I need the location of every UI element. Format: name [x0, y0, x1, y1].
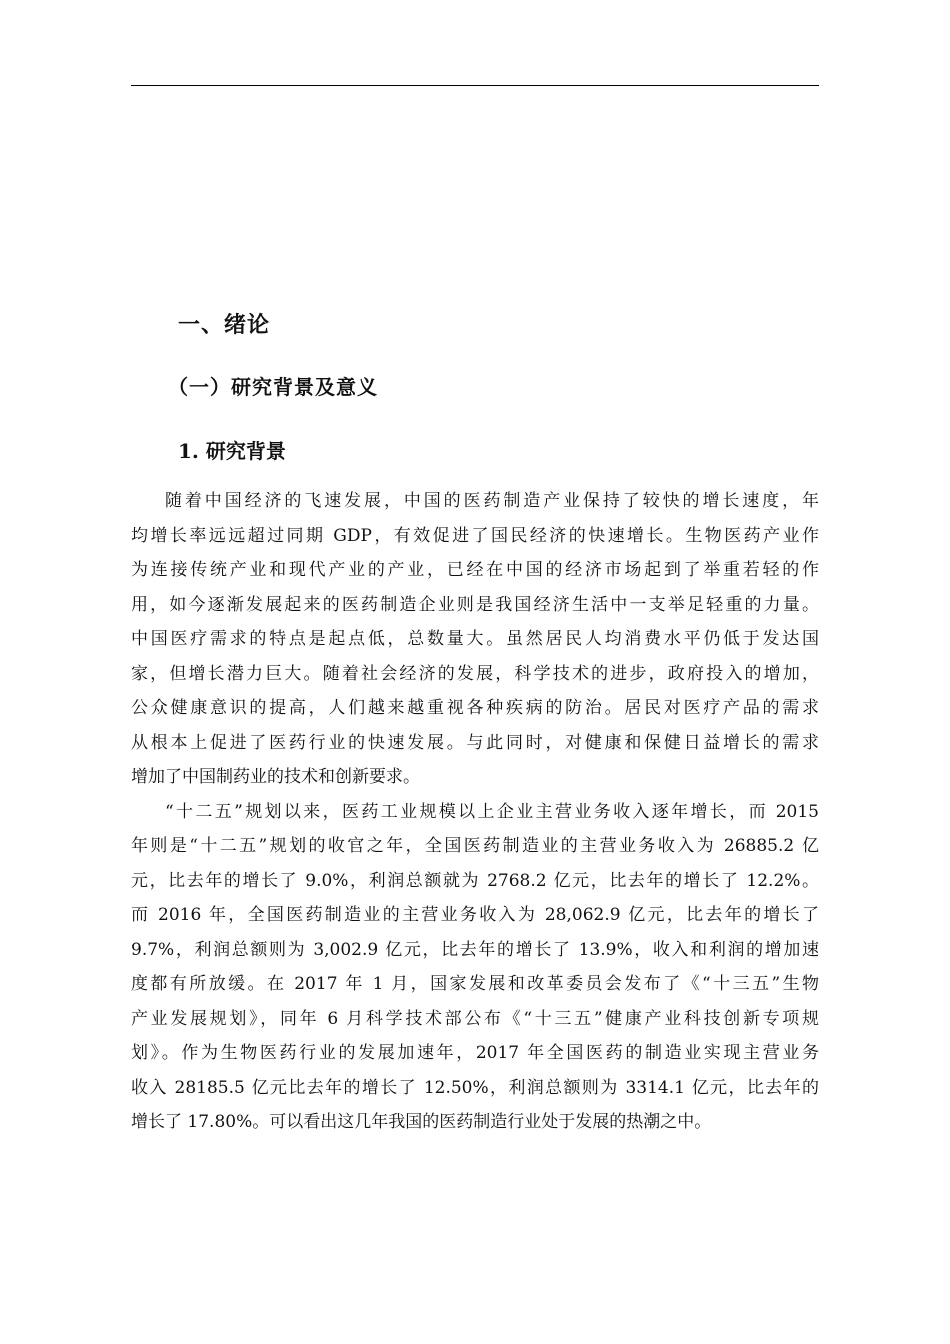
paragraph-line: 用，如今逐渐发展起来的医药制造企业则是我国经济生活中一支举足轻重的力量。 — [131, 595, 819, 615]
paragraph-line: 从根本上促进了医药行业的快速发展。与此同时，对健康和保健日益增长的需求 — [131, 733, 819, 753]
paragraph-line: 中国医疗需求的特点是起点低，总数量大。虽然居民人均消费水平仍低于发达国 — [131, 629, 819, 649]
paragraph-line: 均增长率远远超过同期 GDP，有效促进了国民经济的快速增长。生物医药产业作 — [131, 526, 819, 546]
paragraph-line: 为连接传统产业和现代产业的产业，已经在中国的经济市场起到了举重若轻的作 — [131, 560, 819, 580]
paragraph-line: 家，但增长潜力巨大。随着社会经济的发展，科学技术的进步，政府投入的增加， — [131, 664, 819, 684]
paragraph-line: 随着中国经济的飞速发展，中国的医药制造产业保持了较快的增长速度，年 — [165, 491, 819, 511]
paragraph-line: 度都有所放缓。在 2017 年 1 月，国家发展和改革委员会发布了《“十三五”生物 — [131, 974, 819, 994]
paragraph-line: 增长了 17.80%。可以看出这几年我国的医药制造行业处于发展的热潮之中。 — [131, 1112, 712, 1132]
chapter-heading: 一、绪论 — [178, 312, 271, 338]
paragraph-line: 9.7%，利润总额则为 3,002.9 亿元，比去年的增长了 13.9%，收入和利润的增加速 — [131, 940, 819, 960]
header-rule — [131, 85, 819, 86]
paragraph-line: 产业发展规划》，同年 6 月科学技术部公布《“十三五”健康产业科技创新专项规 — [131, 1009, 819, 1029]
subsection-heading: 1. 研究背景 — [178, 439, 286, 463]
paragraph-line: 增加了中国制药业的技术和创新要求。 — [131, 767, 420, 787]
section-heading: （一）研究背景及意义 — [168, 375, 378, 399]
paragraph-line: 年则是“十二五”规划的收官之年，全国医药制造业的主营业务收入为 26885.2 亿 — [131, 836, 819, 856]
paragraph-line: “十二五”规划以来，医药工业规模以上企业主营业务收入逐年增长，而 2015 — [165, 802, 819, 822]
paragraph-line: 而 2016 年，全国医药制造业的主营业务收入为 28,062.9 亿元，比去年的增长了 — [131, 905, 819, 925]
paragraph-line: 公众健康意识的提高，人们越来越重视各种疾病的防治。居民对医疗产品的需求 — [131, 698, 819, 718]
paragraph-line: 元，比去年的增长了 9.0%，利润总额就为 2768.2 亿元，比去年的增长了 12.2%。 — [131, 871, 819, 891]
paragraph-line: 划》。作为生物医药行业的发展加速年，2017 年全国医药的制造业实现主营业务 — [131, 1043, 819, 1063]
paragraph-line: 收入 28185.5 亿元比去年的增长了 12.50%，利润总额则为 3314.1 亿元，比去年的 — [131, 1078, 819, 1098]
